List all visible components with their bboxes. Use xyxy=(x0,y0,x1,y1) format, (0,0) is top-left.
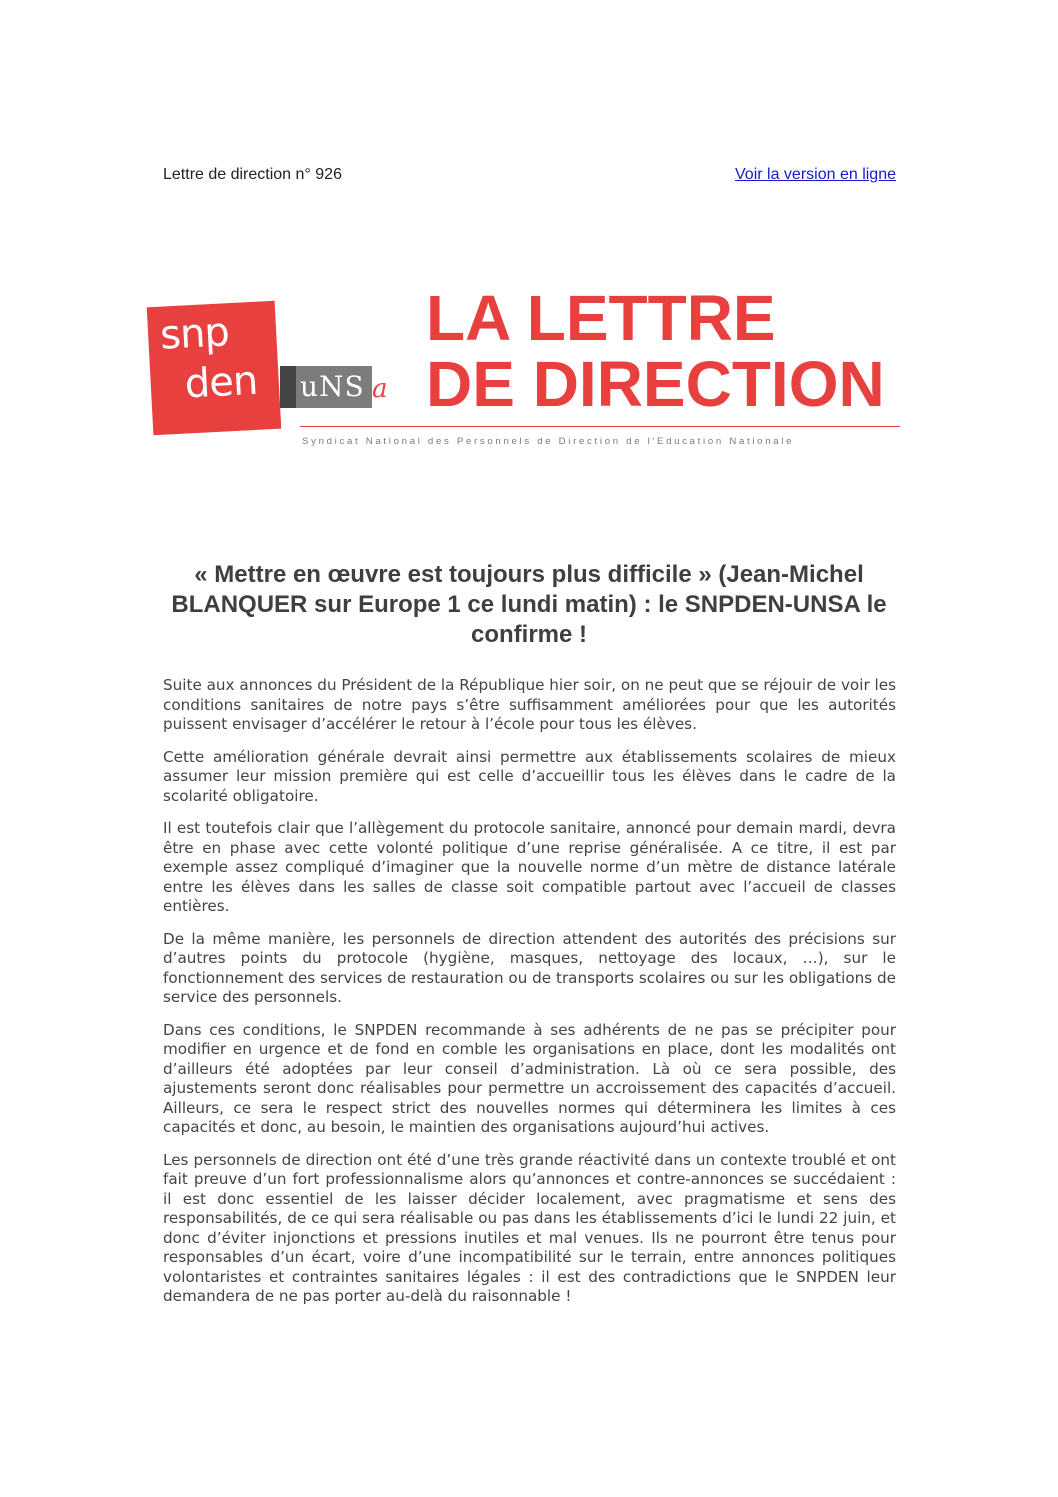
snpden-logo xyxy=(147,301,282,436)
article-paragraph: Suite aux annonces du Président de la République hier soir, on ne peut que se réjouir de voir les conditions sanitaires de notre pays s’être suffisamment améliorées pour que les autorités puissent envisager d’accélérer le retour à l’école pour tous les élèves. xyxy=(163,676,896,733)
article-paragraph: De la même manière, les personnels de direction attendent des autorités des précisions sur d’autres points du protocole (hygiène, masques, nettoyage des locaux, …), sur le fonctionnement des services de restauration ou de transports scolaires ou sur les obligations de service des personnels. xyxy=(163,929,896,1006)
article-paragraph: Les personnels de direction ont été d’une très grande réactivité dans un contexte troublé et ont fait preuve d’un fort professionnalisme alors qu’annonces et contre-annonces se succédaient : il est donc essentiel de les laisser décider localement, avec pragmatisme et sens des responsabilités, de ce qui sera réalisable ou pas dans les établissements d’ici le lundi 22 juin, et donc d’éviter injonctions et pressions inutiles et mal venues. Ils ne pourront être tenus pour responsables d’un écart, voire d’une incompatibilité sur le terrain, entre annonces politiques volontaristes et contraintes sanitaires légales : il est des contradictions que le SNPDEN leur demandera de ne pas porter au-delà du raisonnable ! xyxy=(163,1150,896,1305)
logo-snp-text: snp xyxy=(159,309,230,359)
online-version-link[interactable]: Voir la version en ligne xyxy=(735,166,896,183)
issue-label: Lettre de direction n° 926 xyxy=(163,166,342,183)
unsa-dark-bar xyxy=(280,366,296,408)
masthead-divider xyxy=(300,426,900,427)
article-body xyxy=(163,676,896,1320)
unsa-word: uNS xyxy=(300,370,365,403)
letter-header xyxy=(163,166,896,188)
logo-den-text: den xyxy=(183,357,259,408)
article-paragraph: Cette amélioration générale devrait ainsi permettre aux établissements scolaires de mieux assumer leur mission première qui est celle d’accueillir tous les élèves dans le cadre de la scolarité obligatoire. xyxy=(163,747,896,805)
masthead-title-line2: DE DIRECTION xyxy=(426,348,885,420)
article-headline: « Mettre en œuvre est toujours plus difficile » (Jean-Michel BLANQUER sur Europe 1 ce lundi matin) : le SNPDEN-UNSA le confirme ! xyxy=(171,561,887,648)
masthead xyxy=(150,280,910,460)
article-paragraph: Il est toutefois clair que l’allègement du protocole sanitaire, annoncé pour demain mardi, devra être en phase avec cette volonté politique d’une reprise généralisée. A ce titre, il est par exemple assez compliqué d’imaginer que la nouvelle norme d’un mètre de distance latérale entre les élèves dans les salles de classe soit compatible partout avec l’accueil de classes entières. xyxy=(163,819,896,915)
masthead-subtitle: Syndicat National des Personnels de Direction de l'Education Nationale xyxy=(302,436,795,447)
masthead-title-line1: LA LETTRE xyxy=(426,282,776,354)
unsa-a-letter: a xyxy=(372,374,388,404)
unsa-logo xyxy=(280,366,398,408)
article-paragraph: Dans ces conditions, le SNPDEN recommande à ses adhérents de ne pas se précipiter pour modifier en urgence et de fond en comble les organisations en place, dont les modalités ont d’ailleurs été adoptées par leur conseil d’administration. Là où ce sera possible, des ajustements seront donc réalisables pour permettre un accroissement des capacités d’accueil. Ailleurs, ce sera le respect strict des nouvelles normes qui déterminera les limites à ces capacités et donc, au besoin, le maintien des organisations aujourd’hui actives. xyxy=(163,1020,896,1136)
